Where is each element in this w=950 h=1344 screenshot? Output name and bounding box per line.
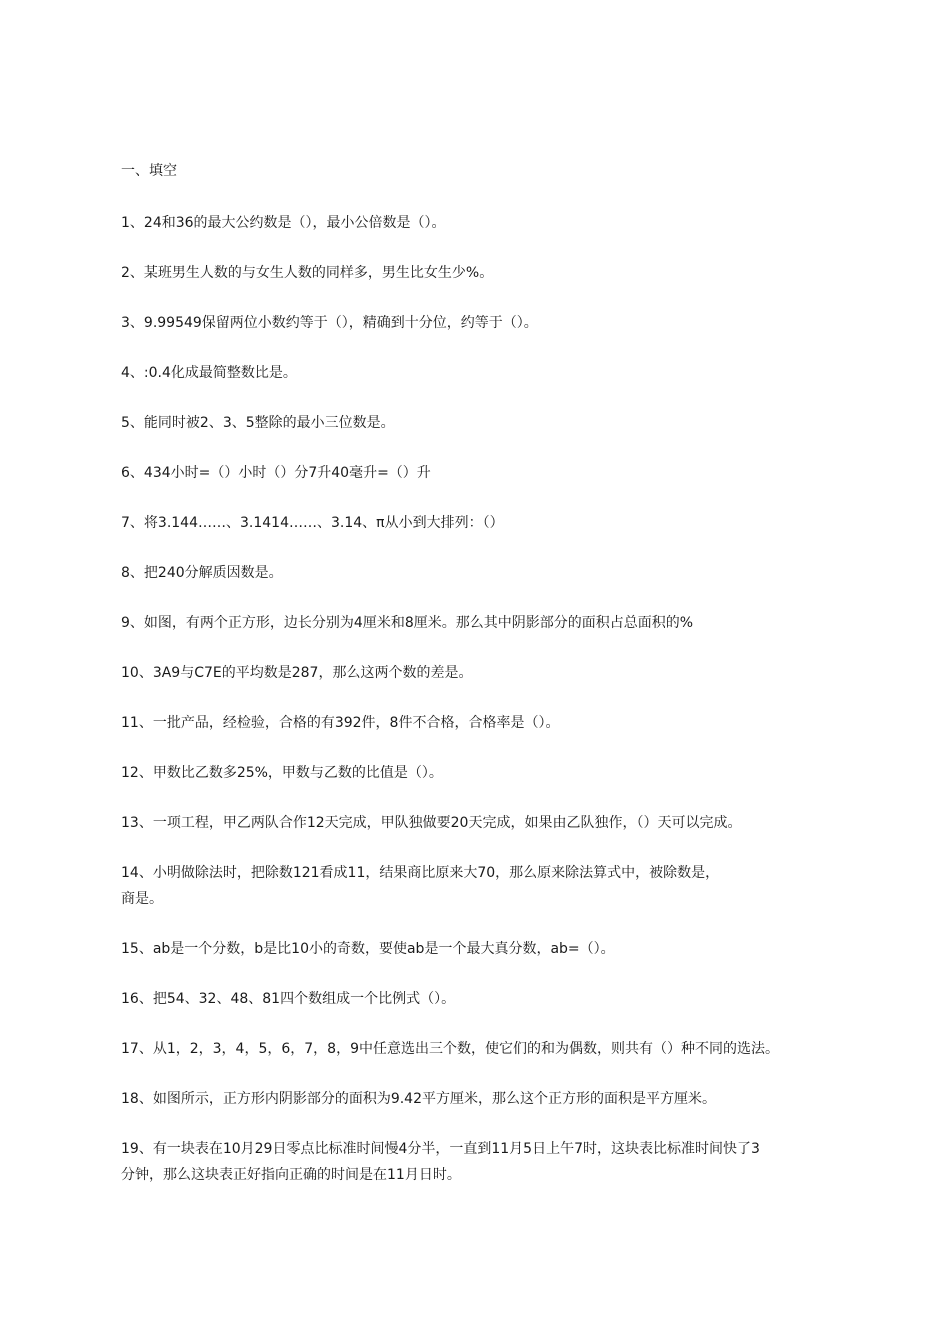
- question-16: 16、把54、32、48、81四个数组成一个比例式（）。: [121, 991, 456, 1007]
- question-12: 12、甲数比乙数多25%，甲数与乙数的比值是（）。: [121, 765, 443, 781]
- question-14: [121, 860, 831, 912]
- question-10: 10、3A9与C7E的平均数是287，那么这两个数的差是。: [121, 665, 473, 681]
- question-15: 15、ab是一个分数，b是比10小的奇数，要使ab是一个最大真分数，ab=（）。: [121, 941, 615, 957]
- question-13: 13、一项工程，甲乙两队合作12天完成，甲队独做要20天完成，如果由乙队独作，（）天可以完成。: [121, 815, 742, 831]
- question-19-line-1: 19、有一块表在10月29日零点比标准时间慢4分半，一直到11月5日上午7时，这块表比标准时间快了3: [121, 1141, 760, 1157]
- question-4: 4、:0.4化成最简整数比是。: [121, 365, 297, 381]
- question-19-line-2: 分钟，那么这块表正好指向正确的时间是在11月日时。: [121, 1167, 461, 1183]
- question-17: 17、从1，2，3，4，5，6，7，8，9中任意选出三个数，使它们的和为偶数，则共有（）种不同的选法。: [121, 1041, 779, 1057]
- question-8: 8、把240分解质因数是。: [121, 565, 283, 581]
- question-1: 1、24和36的最大公约数是（），最小公倍数是（）。: [121, 215, 446, 231]
- question-18: 18、如图所示，正方形内阴影部分的面积为9.42平方厘米，那么这个正方形的面积是平方厘米。: [121, 1091, 716, 1107]
- question-5: 5、能同时被2、3、5整除的最小三位数是。: [121, 415, 395, 431]
- question-19: [121, 1136, 831, 1188]
- question-11: 11、一批产品，经检验，合格的有392件，8件不合格，合格率是（）。: [121, 715, 560, 731]
- question-3: 3、9.99549保留两位小数约等于（），精确到十分位，约等于（）。: [121, 315, 538, 331]
- question-7: 7、将3.144……、3.1414……、3.14、π从小到大排列：（）: [121, 515, 504, 531]
- question-14-line-1: 14、小明做除法时，把除数121看成11，结果商比原来大70，那么原来除法算式中，被除数是，: [121, 865, 720, 881]
- question-2: 2、某班男生人数的与女生人数的同样多，男生比女生少%。: [121, 265, 494, 281]
- document-content: [121, 160, 831, 1212]
- question-9: 9、如图，有两个正方形，边长分别为4厘米和8厘米。那么其中阴影部分的面积占总面积的%: [121, 615, 694, 631]
- section-title: 一、填空: [121, 163, 177, 179]
- question-14-line-2: 商是。: [121, 891, 163, 907]
- question-6: 6、434小时=（）小时（）分7升40毫升=（）升: [121, 465, 431, 481]
